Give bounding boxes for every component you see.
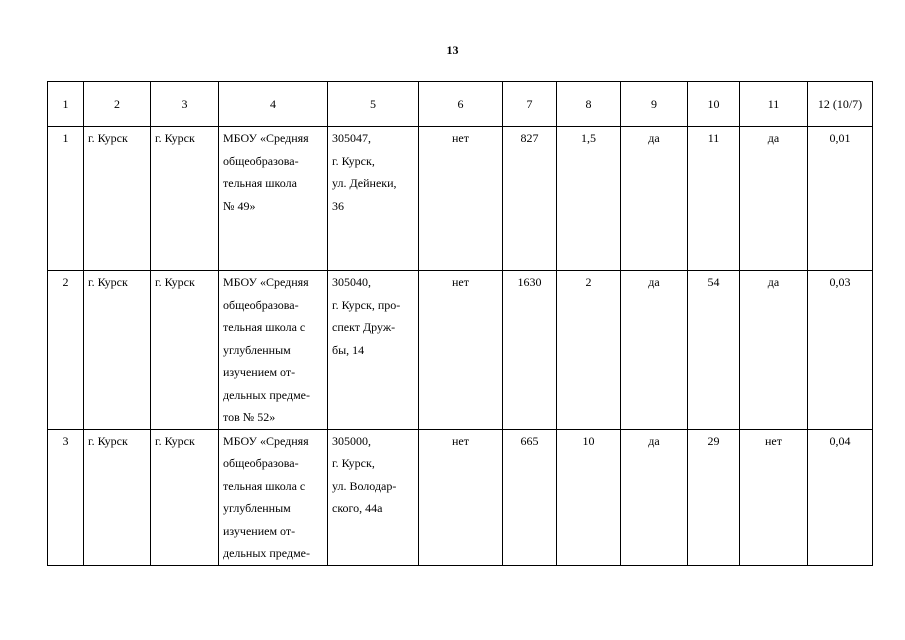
value-cell: нет [419, 271, 503, 430]
value-cell: 54 [688, 271, 740, 430]
header-cell: 3 [151, 82, 219, 127]
header-cell: 8 [557, 82, 621, 127]
table-header-row [48, 82, 873, 127]
row-number: 1 [48, 127, 84, 271]
header-cell: 1 [48, 82, 84, 127]
value-cell: да [740, 127, 808, 271]
value-cell: 29 [688, 429, 740, 565]
school-name-cell: МБОУ «Средняя общеобразова- тельная школа с углубленным изучением от- дельных предме- тов № 52» [219, 271, 328, 430]
table-row [48, 429, 873, 565]
value-cell: 11 [688, 127, 740, 271]
ratio-cell: 0,04 [808, 429, 873, 565]
row-number: 2 [48, 271, 84, 430]
header-cell: 5 [328, 82, 419, 127]
ratio-cell: 0,01 [808, 127, 873, 271]
value-cell: 1,5 [557, 127, 621, 271]
page-number: 13 [446, 43, 459, 57]
city-cell: г. Курск [151, 429, 219, 565]
header-cell: 2 [84, 82, 151, 127]
school-name-cell: МБОУ «Средняя общеобразова- тельная школа с углубленным изучением от- дельных предме- [219, 429, 328, 565]
table-row [48, 127, 873, 271]
city-cell: г. Курск [84, 271, 151, 430]
city-cell: г. Курск [151, 127, 219, 271]
value-cell: нет [740, 429, 808, 565]
value-cell: нет [419, 429, 503, 565]
value-cell: 10 [557, 429, 621, 565]
header-cell: 10 [688, 82, 740, 127]
school-name-cell: МБОУ «Средняя общеобразова- тельная школа № 49» [219, 127, 328, 271]
schools-table [47, 81, 873, 566]
value-cell: 665 [503, 429, 557, 565]
value-cell: 2 [557, 271, 621, 430]
address-cell: 305000, г. Курск, ул. Володар- ского, 44а [328, 429, 419, 565]
value-cell: 1630 [503, 271, 557, 430]
value-cell: да [621, 429, 688, 565]
row-number: 3 [48, 429, 84, 565]
value-cell: 827 [503, 127, 557, 271]
address-cell: 305040, г. Курск, про- спект Друж- бы, 14 [328, 271, 419, 430]
city-cell: г. Курск [84, 429, 151, 565]
city-cell: г. Курск [84, 127, 151, 271]
header-cell: 4 [219, 82, 328, 127]
header-cell: 6 [419, 82, 503, 127]
header-cell: 9 [621, 82, 688, 127]
value-cell: нет [419, 127, 503, 271]
city-cell: г. Курск [151, 271, 219, 430]
table-row [48, 271, 873, 430]
value-cell: да [621, 127, 688, 271]
header-cell: 12 (10/7) [808, 82, 873, 127]
header-cell: 7 [503, 82, 557, 127]
ratio-cell: 0,03 [808, 271, 873, 430]
value-cell: да [740, 271, 808, 430]
value-cell: да [621, 271, 688, 430]
address-cell: 305047, г. Курск, ул. Дейнеки, 36 [328, 127, 419, 271]
header-cell: 11 [740, 82, 808, 127]
